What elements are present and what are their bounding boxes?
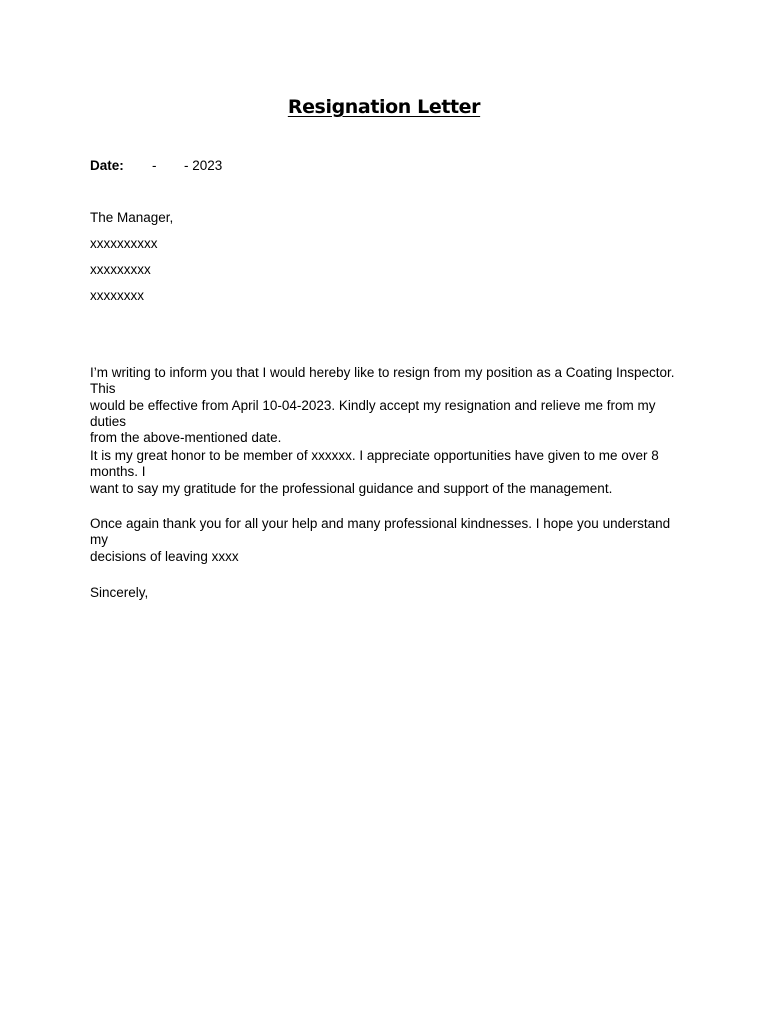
closing-line: Sincerely, — [90, 585, 149, 600]
paragraph-1-line-1: I’m writing to inform you that I would hereby like to resign from my position as a Coating Inspector. This — [90, 365, 675, 397]
paragraph-1-line-2: would be effective from April 10-04-2023. Kindly accept my resignation and relieve me from my duties — [90, 397, 656, 429]
date-line — [90, 158, 290, 174]
letter-title: Resignation Letter — [287, 96, 481, 118]
paragraph-2 — [90, 448, 690, 497]
address-line-2: xxxxxxxxx — [90, 262, 151, 277]
date-day-month-separator: - — [152, 158, 157, 173]
paragraph-3-line-1: Once again thank you for all your help and many professional kindnesses. I hope you understand my — [90, 516, 671, 548]
recipient-line: The Manager, — [90, 210, 174, 225]
paragraph-3 — [90, 516, 690, 565]
paragraph-2-line-1: It is my great honor to be member of xxxxxx. I appreciate opportunities have given to me over 8 months. I — [90, 448, 659, 480]
paragraph-1 — [90, 365, 690, 446]
date-year: - 2023 — [184, 158, 223, 173]
paragraph-3-line-2: decisions of leaving xxxx — [90, 548, 239, 564]
paragraph-2-line-2: want to say my gratitude for the professional guidance and support of the management. — [90, 480, 613, 496]
date-label: Date: — [90, 158, 124, 173]
paragraph-1-line-3: from the above-mentioned date. — [90, 430, 282, 446]
address-line-1: xxxxxxxxxx — [90, 236, 158, 251]
address-line-3: xxxxxxxx — [90, 288, 144, 303]
